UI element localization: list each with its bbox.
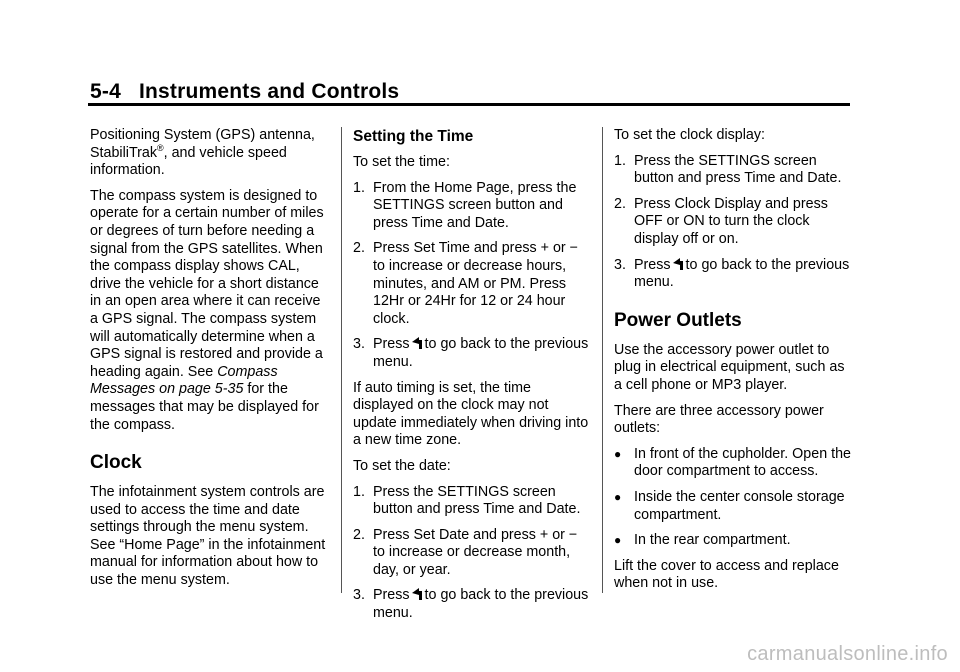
gps-text: Positioning System (GPS) antenna, StabiliTrak — [90, 127, 315, 161]
step-number: 2. — [353, 240, 365, 257]
watermark: carmanualsonline.info — [747, 643, 948, 665]
list-item — [353, 587, 593, 622]
step-text — [634, 257, 854, 292]
page-number: 5-4 — [90, 80, 121, 103]
clock-display-intro: To set the clock display: — [614, 127, 765, 143]
list-item — [614, 153, 854, 188]
list-item — [353, 336, 593, 371]
step-text: Press Set Time and press + or − to increase or decrease hours, minutes, and AM or PM. Press 12Hr or 24Hr for 12 or 24 hour clock. — [373, 240, 579, 327]
lift-cover-note: Lift the cover to access and replace when not in use. — [614, 557, 839, 592]
page-title: Instruments and Controls — [138, 80, 400, 103]
step-text-pre: Press — [634, 256, 671, 273]
step-text-pre: Press — [373, 587, 410, 604]
step-text-post: to go back to the previous menu. — [373, 336, 589, 370]
step-text-pre: Press — [373, 336, 410, 353]
list-item — [614, 196, 854, 249]
bullet-icon: ● — [614, 533, 622, 548]
step-text — [373, 587, 593, 622]
column-3 — [614, 127, 854, 601]
power-outlets-heading: Power Outlets — [614, 309, 742, 331]
outlets-intro: There are three accessory power outlets: — [614, 402, 824, 437]
step-number: 1. — [614, 152, 626, 169]
step-number: 1. — [353, 483, 365, 500]
back-arrow-icon — [673, 258, 683, 270]
step-text-post: to go back to the previous menu. — [373, 587, 589, 622]
step-number: 1. — [353, 179, 365, 196]
step-number: 2. — [353, 526, 365, 543]
registered-mark: ® — [157, 142, 164, 153]
set-date-intro: To set the date: — [353, 457, 451, 474]
column-1 — [90, 127, 330, 598]
step-text: Press the SETTINGS screen button and press Time and Date. — [373, 483, 581, 518]
column-2 — [353, 127, 593, 631]
list-item — [353, 527, 593, 580]
bullet-text: In front of the cupholder. Open the door compartment to access. — [634, 445, 851, 480]
bullet-text: Inside the center console storage compartment. — [634, 488, 845, 523]
step-text — [373, 336, 593, 371]
step-number: 3. — [614, 256, 626, 273]
list-item — [353, 484, 593, 519]
list-item — [353, 240, 593, 328]
list-item — [614, 446, 854, 481]
gps-paragraph — [90, 127, 330, 180]
compass-text: The compass system is designed to operate for a certain number of miles or degrees of turn before needing a signal from the GPS satellites. When the compass display shows CAL, drive the vehicle for a short distance in an open area where it can receive a GPS signal. The compass system will automatically determine when a GPS signal is restored and provide a heading again. See — [90, 187, 324, 380]
list-item — [614, 532, 854, 550]
set-time-intro: To set the time: — [353, 154, 450, 170]
setting-time-heading: Setting the Time — [353, 128, 474, 145]
step-text: Press Set Date and press + or − to increase or decrease month, day, or year. — [373, 526, 578, 578]
list-item — [614, 489, 854, 524]
bullet-icon: ● — [614, 446, 622, 461]
clock-paragraph: The infotainment system controls are used to access the time and date settings through the menu system. See “Home Page” in the infotainment manual for information about how to use the menu system. — [90, 484, 326, 589]
compass-paragraph — [90, 188, 330, 434]
compass-messages-link[interactable]: Compass Messages on page 5-35 — [90, 363, 278, 398]
column-divider — [602, 127, 603, 593]
compass-text-end: for the messages that may be displayed for the compass. — [90, 381, 319, 433]
clock-heading: Clock — [90, 452, 142, 474]
back-arrow-icon — [412, 337, 422, 349]
step-text-post: to go back to the previous menu. — [634, 256, 850, 291]
auto-timing-note: If auto timing is set, the time displayed on the clock may not update immediately when driving into a new time zone. — [353, 379, 589, 449]
power-intro: Use the accessory power outlet to plug in electrical equipment, such as a cell phone or MP3 player. — [614, 341, 845, 393]
header-rule — [88, 103, 850, 106]
page-header — [90, 80, 399, 104]
gps-text-end: , and vehicle speed information. — [90, 144, 287, 179]
bullet-text: In the rear compartment. — [634, 532, 791, 549]
back-arrow-icon — [412, 588, 422, 600]
step-text: Press Clock Display and press OFF or ON to turn the clock display off or on. — [634, 195, 828, 247]
list-item — [614, 257, 854, 292]
step-text: Press the SETTINGS screen button and press Time and Date. — [634, 152, 842, 187]
list-item — [353, 180, 593, 233]
step-text: From the Home Page, press the SETTINGS screen button and press Time and Date. — [373, 179, 577, 231]
step-number: 3. — [353, 336, 365, 353]
column-divider — [341, 127, 342, 593]
step-number: 2. — [614, 195, 626, 212]
step-number: 3. — [353, 587, 365, 604]
bullet-icon: ● — [614, 489, 622, 504]
